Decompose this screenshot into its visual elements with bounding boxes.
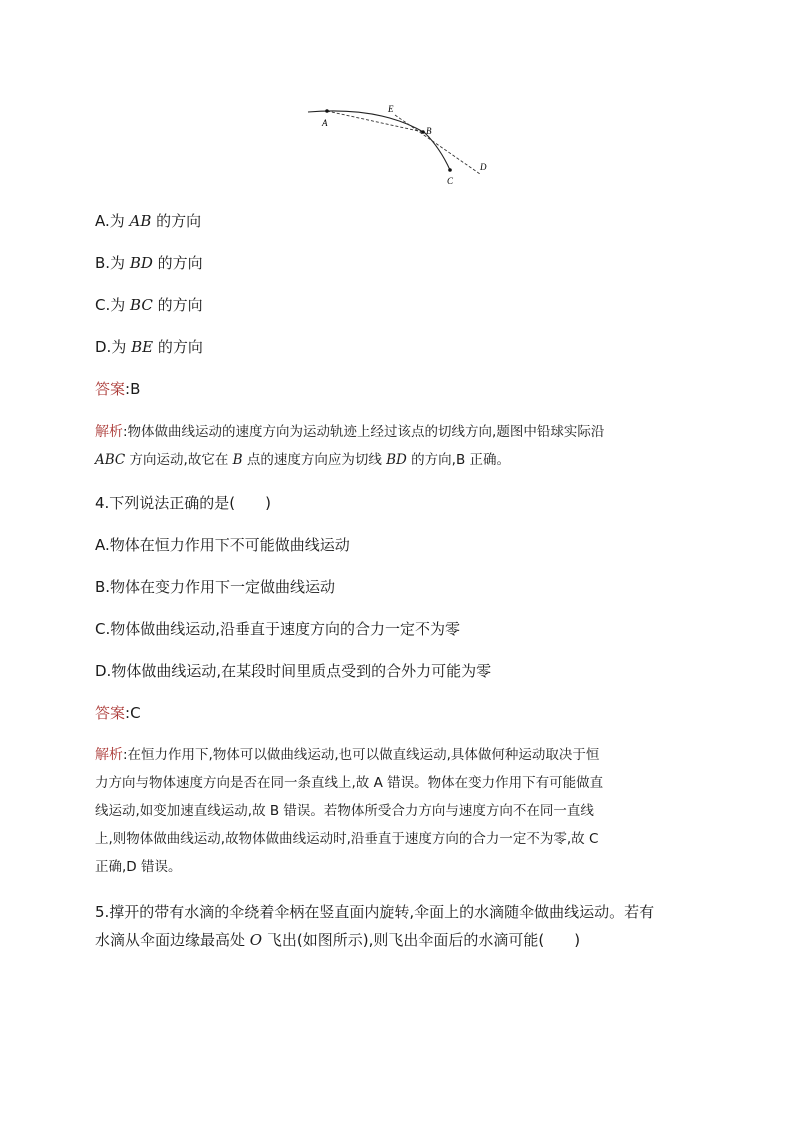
q4-option-a: A.物体在恒力作用下不可能做曲线运动 — [95, 536, 350, 554]
q5-line-1: 5.撑开的带有水滴的伞绕着伞柄在竖直面内旋转,伞面上的水滴随伞做曲线运动。若有 — [95, 903, 655, 921]
answer-label: 答案 — [95, 380, 126, 398]
q3-option-d: D.为 BE 的方向 — [95, 338, 203, 356]
q3-explanation-line-2: ABC 方向运动,故它在 B 点的速度方向应为切线 BD 的方向,B 正确。 — [95, 452, 511, 468]
trajectory-diagram — [300, 98, 500, 188]
q4-explanation-line-1: 解析:在恒力作用下,物体可以做曲线运动,也可以做直线运动,具体做何种运动取决于恒 — [95, 747, 600, 763]
q3-explanation — [95, 418, 695, 474]
q4-explanation-line-2: 力方向与物体速度方向是否在同一条直线上,故 A 错误。物体在变力作用下有可能做直 — [95, 775, 604, 791]
q3-answer: 答案:B — [95, 380, 141, 398]
q4-option-d: D.物体做曲线运动,在某段时间里质点受到的合外力可能为零 — [95, 662, 492, 680]
q4-answer: 答案:C — [95, 704, 141, 722]
point-a — [325, 109, 329, 113]
label-c: C — [447, 176, 454, 186]
q4-stem: 4.下列说法正确的是( ) — [95, 494, 272, 512]
q4-explanation-line-4: 上,则物体做曲线运动,故物体做曲线运动时,沿垂直于速度方向的合力一定不为零,故 C — [95, 831, 599, 847]
q4-explanation-line-5: 正确,D 错误。 — [95, 859, 182, 875]
q5-stem — [95, 898, 705, 954]
curve-path — [308, 111, 450, 170]
tangent-ed — [395, 115, 480, 174]
q5-line-2: 水滴从伞面边缘最高处 O 飞出(如图所示),则飞出伞面后的水滴可能( ) — [95, 931, 581, 949]
q3-option-a: A.为 AB 的方向 — [95, 212, 202, 230]
answer-label: 答案 — [95, 704, 126, 722]
q4-explanation — [95, 741, 695, 881]
trajectory-figure — [300, 98, 500, 188]
q3-explanation-line-1: 解析:物体做曲线运动的速度方向为运动轨迹上经过该点的切线方向,题图中铅球实际沿 — [95, 424, 605, 440]
q3-option-c: C.为 BC 的方向 — [95, 296, 203, 314]
label-b: B — [426, 126, 432, 136]
q4-explanation-line-3: 线运动,如变加速直线运动,故 B 错误。若物体所受合力方向与速度方向不在同一直线 — [95, 803, 594, 819]
q4-option-b: B.物体在变力作用下一定做曲线运动 — [95, 578, 336, 596]
label-e: E — [388, 104, 394, 114]
label-a: A — [322, 118, 328, 128]
point-b — [421, 130, 425, 134]
label-d: D — [480, 162, 487, 172]
point-c — [448, 168, 452, 172]
q4-option-c: C.物体做曲线运动,沿垂直于速度方向的合力一定不为零 — [95, 620, 461, 638]
q3-option-b: B.为 BD 的方向 — [95, 254, 203, 272]
